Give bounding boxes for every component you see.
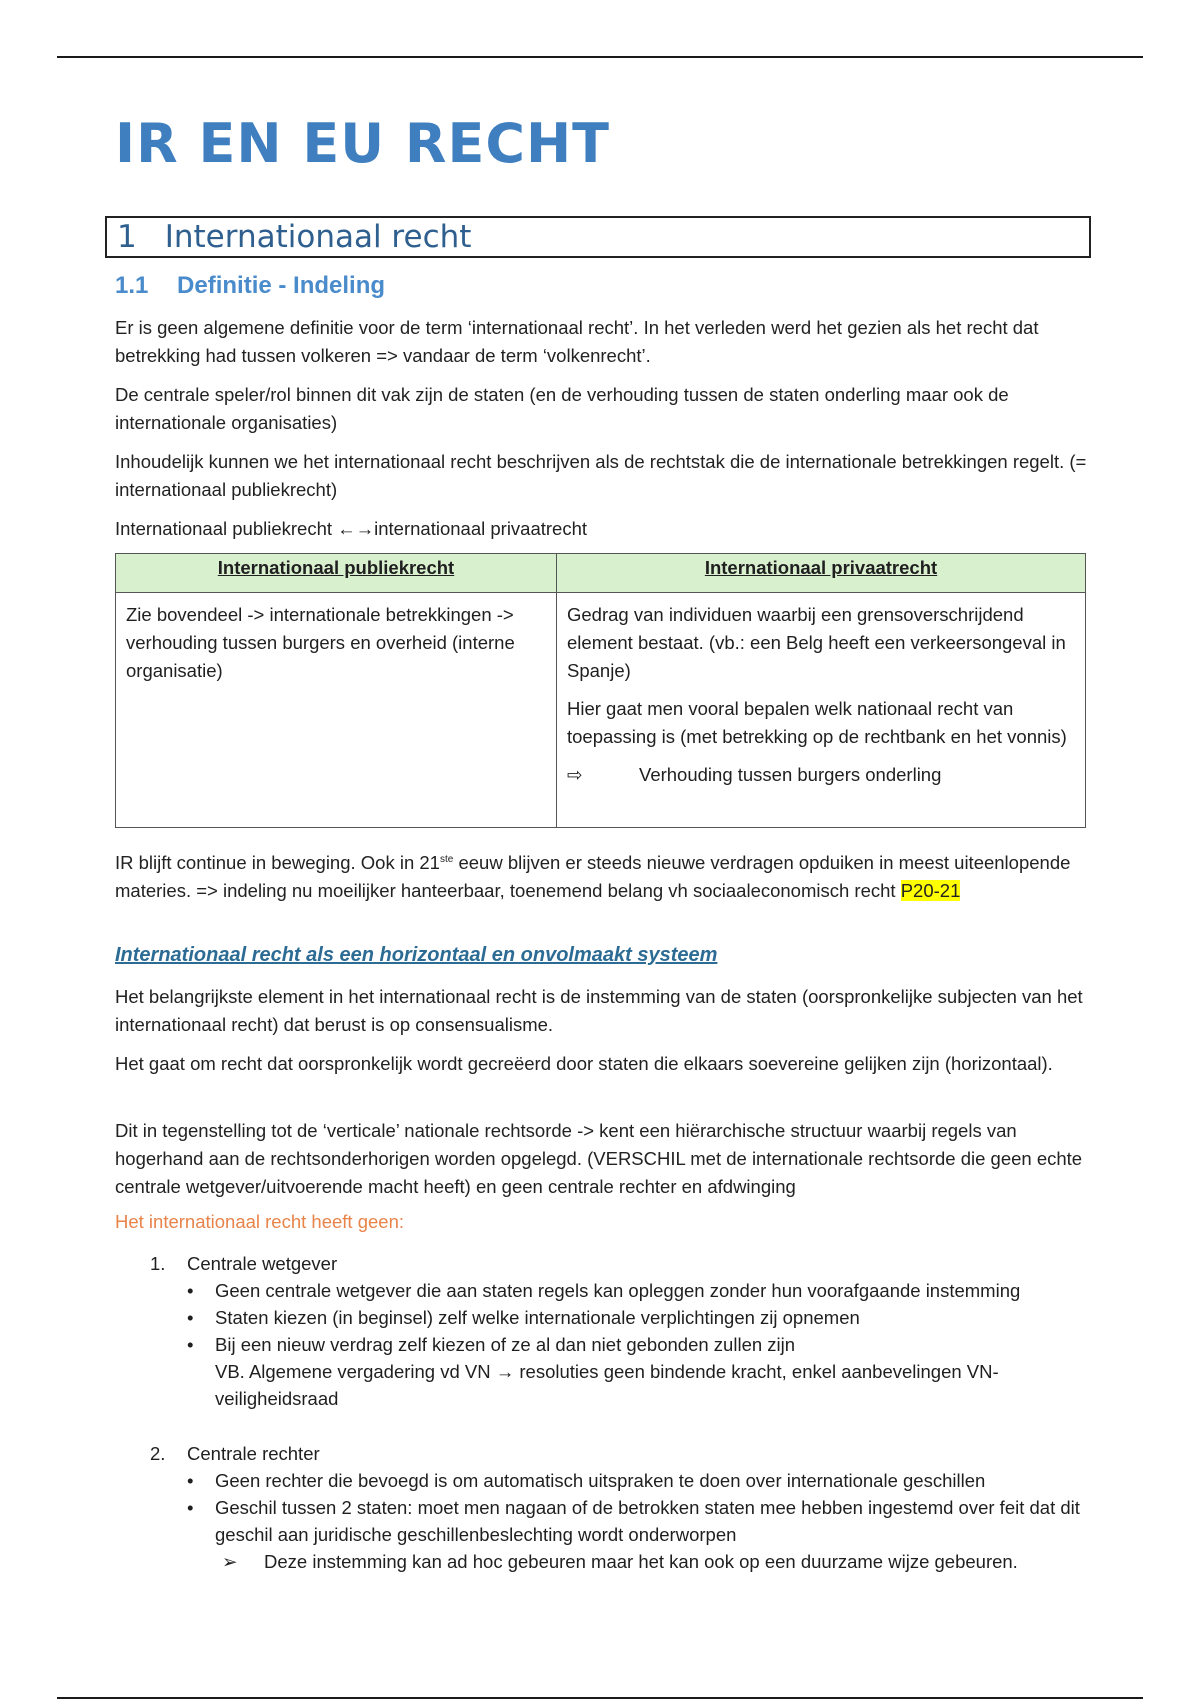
bullet-item: • Staten kiezen (in beginsel) zelf welke internationale verplichtingen zij opnemen [187, 1307, 860, 1328]
heading-1-text: Internationaal recht [164, 219, 472, 255]
document-title: IR EN EU RECHT [115, 112, 611, 175]
table-header-private: Internationaal privaatrecht [557, 554, 1086, 593]
bottom-rule [57, 1697, 1143, 1699]
paragraph: IR blijft continue in beweging. Ook in 21ste eeuw blijven er steeds nieuwe verdragen opduiken in meest uiteenlopende materies. => indeling nu moeilijker hanteerbaar, toenemend belang vh sociaaleconomisch recht P20-21 [115, 852, 1071, 901]
table-cell-public: Zie bovendeel -> internationale betrekkingen -> verhouding tussen burgers en overheid (interne organisatie) [116, 593, 557, 828]
orange-heading: Het internationaal recht heeft geen: [115, 1211, 404, 1232]
bullet-item: • Geen rechter die bevoegd is om automatisch uitspraken te doen over internationale geschillen [187, 1470, 986, 1491]
paragraph: Dit in tegenstelling tot de ‘verticale’ nationale rechtsorde -> kent een hiërarchische structuur waarbij regels van hogerhand aan de rechtsonderhorigen worden opgelegd. (VERSCHIL met de internationale rechtsorde die geen echte centrale wetgever/uitvoerende macht heeft) en geen centrale rechter en afdwinging [115, 1120, 1083, 1197]
sub-bullet-item: ➢ Deze instemming kan ad hoc gebeuren maar het kan ook op een duurzame wijze gebeuren. [178, 1548, 1090, 1575]
paragraph: Het gaat om recht dat oorspronkelijk wordt gecreëerd door staten die elkaars soevereine gelijken zijn (horizontaal). [115, 1053, 1053, 1074]
page-reference-highlight: P20-21 [900, 880, 961, 901]
paragraph: Het belangrijkste element in het internationaal recht is de instemming van de staten (oorspronkelijke subjecten van het internationaal recht) dat berust is op consensualisme. [115, 986, 1083, 1035]
comparison-table [115, 553, 1086, 828]
paragraph: Inhoudelijk kunnen we het internationaal recht beschrijven als de rechtstak die de internationale betrekkingen regelt. (= internationaal publiekrecht) [115, 451, 1087, 500]
paragraph: Internationaal publiekrecht ←→internationaal privaatrecht [115, 518, 588, 539]
right-arrow-icon: ⇨ [567, 764, 583, 785]
heading-1-number: 1 [117, 219, 137, 255]
heading-2-number: 1.1 [115, 272, 149, 299]
heading-1 [105, 216, 1091, 258]
table-cell-private: Gedrag van individuen waarbij een grensoverschrijdend element bestaat. (vb.: een Belg heeft een verkeersongeval in Spanje) Hier gaat men vooral bepalen welk nationaal recht van toepassing is (met betrekking op de rechtbank en het vonnis) ⇨ Verhouding tussen burgers onderling [557, 593, 1086, 828]
heading-2-text: Definitie - Indeling [177, 272, 386, 299]
bullet-continuation: VB. Algemene vergadering vd VN → resoluties geen bindende kracht, enkel aanbevelingen VN-veiligheidsraad [215, 1361, 999, 1409]
table-header-public: Internationaal publiekrecht [116, 554, 557, 593]
arrow-line: ⇨ Verhouding tussen burgers onderling [567, 761, 1075, 789]
bullet-item: • Geschil tussen 2 staten: moet men nagaan of de betrokken staten mee hebben ingestemd over feit dat dit geschil aan juridische geschillenbeslechting wordt onderworpen [187, 1497, 1080, 1545]
numbered-list-item: 2. Centrale rechter • Geen rechter die bevoegd is om automatisch uitspraken te doen over internationale geschillen • Geschil tussen 2 staten: moet men nagaan of de betrokken staten mee hebben ingestemd over feit dat dit geschil aan juridische geschillenbeslechting wordt onderworpen ➢ Deze instemming kan ad hoc gebeuren maar het kan ook op een duurzame wijze gebeuren. [150, 1440, 1090, 1575]
top-rule [57, 56, 1143, 58]
numbered-list-item: 1. Centrale wetgever • Geen centrale wetgever die aan staten regels kan opleggen zonder hun voorafgaande instemming • Staten kiezen (in beginsel) zelf welke internationale verplichtingen zij opnemen • Bij een nieuw verdrag zelf kiezen of ze al dan niet gebonden zullen zijn VB. Algemene vergadering vd VN → resoluties geen bindende kracht, enkel aanbevelingen VN-veiligheidsraad [150, 1250, 1090, 1412]
subheading: Internationaal recht als een horizontaal en onvolmaakt systeem [115, 944, 718, 966]
bullet-item: • Geen centrale wetgever die aan staten regels kan opleggen zonder hun voorafgaande instemming [187, 1280, 1021, 1301]
bullet-item: • Bij een nieuw verdrag zelf kiezen of ze al dan niet gebonden zullen zijn [187, 1334, 796, 1355]
heading-2 [115, 272, 385, 300]
paragraph: De centrale speler/rol binnen dit vak zijn de staten (en de verhouding tussen de staten onderling maar ook de internationale organisaties) [115, 384, 1009, 433]
arrowhead-icon: ➢ [222, 1551, 238, 1572]
paragraph: Er is geen algemene definitie voor de term ‘internationaal recht’. In het verleden werd het gezien als het recht dat betrekking had tussen volkeren => vandaar de term ‘volkenrecht’. [115, 317, 1039, 366]
